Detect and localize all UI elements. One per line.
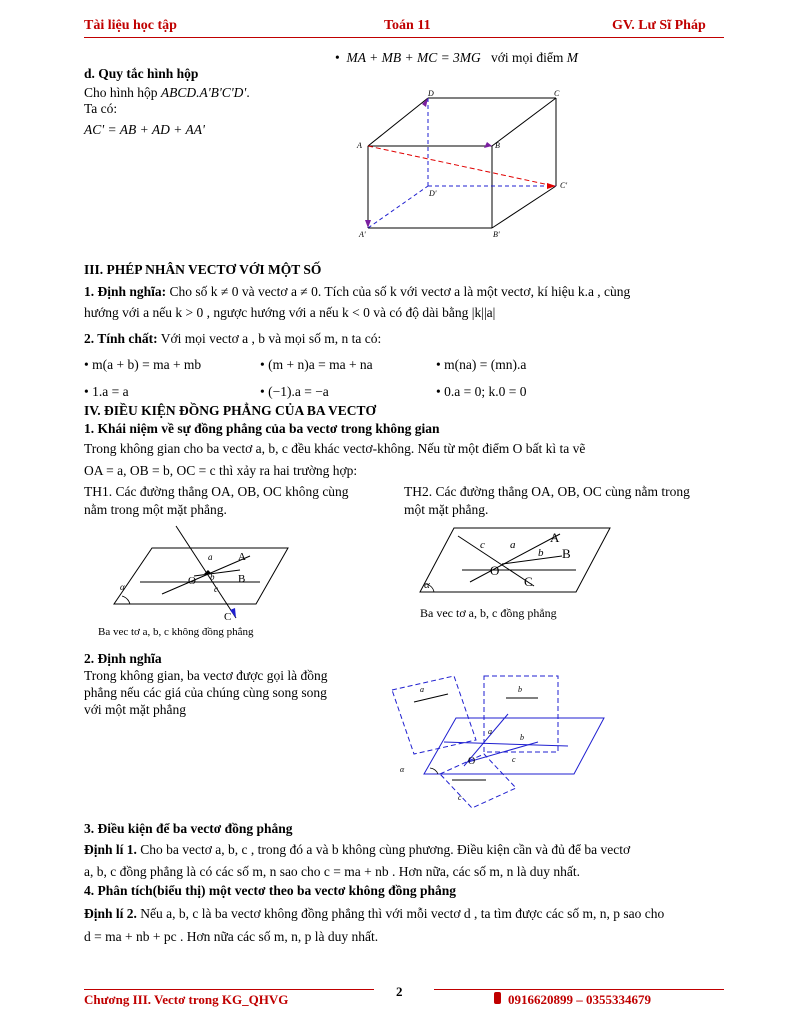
sec4-th1: TH1. Các đường thẳng OA, OB, OC không cùng bbox=[84, 484, 349, 499]
cube-label-cp: C' bbox=[560, 181, 568, 190]
fig1-label-alpha: α bbox=[120, 582, 125, 592]
header-left: Tài liệu học tập bbox=[84, 18, 177, 33]
sec4-def2: phẳng nếu các giá của chúng cùng song song bbox=[84, 685, 327, 700]
sec-d-line2: Ta có: bbox=[84, 101, 118, 116]
cube-diagram bbox=[350, 88, 580, 240]
page-number: 2 bbox=[396, 984, 403, 999]
fig2-label-a-vec: a bbox=[510, 539, 516, 551]
sec4-thm1a bbox=[84, 842, 630, 858]
sec4-def3: với một mặt phẳng bbox=[84, 702, 187, 717]
sec4-def1: Trong không gian, ba vectơ được gọi là đồng bbox=[84, 668, 328, 683]
prop-4-text: 1.a = a bbox=[92, 384, 129, 399]
fig3-label-b-mid: b bbox=[520, 733, 524, 742]
centroid-formula: MA + MB + MC = 3MG bbox=[346, 50, 481, 65]
prop-6: • 0.a = 0; k.0 = 0 bbox=[436, 384, 527, 399]
fig2-label-c: C bbox=[524, 574, 533, 589]
prop-1-text: m(a + b) = ma + mb bbox=[92, 357, 202, 372]
sec3-def2: hướng với a nếu k > 0 , ngược hướng với a nếu k < 0 và có độ dài bằng |k||a| bbox=[84, 305, 496, 320]
footer-left: Chương III. Vectơ trong KG_QHVG bbox=[84, 992, 289, 1007]
fig-noncoplanar bbox=[90, 520, 300, 624]
fig2-label-alpha: α bbox=[424, 579, 430, 591]
prop-1: • m(a + b) = ma + mb bbox=[84, 357, 202, 372]
fig1-label-a-vec: a bbox=[208, 552, 213, 562]
fig-coplanar bbox=[416, 520, 616, 598]
prop-6-text: 0.a = 0; k.0 = 0 bbox=[444, 384, 527, 399]
fig1-label-b-vec: b bbox=[210, 572, 215, 582]
fig1-label-b: B bbox=[238, 573, 246, 585]
fig2-label-o: O bbox=[490, 563, 500, 578]
box-name: ABCD.A'B'C'D' bbox=[160, 85, 247, 100]
sec-d-line1-text: Cho hình hộp bbox=[84, 85, 158, 100]
sec4-th2b: một mặt phẳng. bbox=[404, 502, 489, 517]
fig1-label-c-vec: c bbox=[214, 584, 218, 594]
sec4-thm1b: a, b, c đồng phẳng là có các số m, n sao cho c = ma + nb . Hơn nữa, các số m, n là duy nhất. bbox=[84, 864, 581, 879]
sec-d-title: d. Quy tắc hình hộp bbox=[84, 66, 199, 81]
fig3-label-b-top: b bbox=[518, 685, 522, 694]
sec3-prop-text: Với mọi vectơ a , b và mọi số m, n ta có: bbox=[160, 331, 382, 346]
centroid-point: M bbox=[566, 50, 578, 65]
sec4-th1b: nằm trong một mặt phẳng. bbox=[84, 502, 227, 517]
sec4-thm2b: d = ma + nb + pc . Hơn nữa các số m, n, p là duy nhất. bbox=[84, 929, 379, 944]
sec4-th2: TH2. Các đường thẳng OA, OB, OC cùng nằm trong bbox=[404, 484, 690, 499]
centroid-tail: với mọi điểm bbox=[490, 50, 564, 65]
caption-noncoplanar: Ba vec tơ a, b, c không đồng phẳng bbox=[98, 626, 254, 638]
cube-label-d: D bbox=[428, 89, 434, 98]
fig2-label-b-vec: b bbox=[538, 547, 544, 559]
thm1-a-text: Cho ba vectơ a, b, c , trong đó a và b không cùng phương. Điều kiện cần và đủ để ba vectơ bbox=[140, 842, 631, 857]
fig1-label-c: C bbox=[224, 611, 232, 623]
sec4-sub2: 2. Định nghĩa bbox=[84, 651, 162, 666]
phone-icon bbox=[494, 992, 501, 1004]
fig2-label-b: B bbox=[562, 546, 571, 561]
header-rule bbox=[84, 37, 724, 38]
sec3-def1 bbox=[84, 284, 630, 300]
fig1-label-a: A bbox=[238, 551, 246, 563]
sec3-def-label: 1. Định nghĩa: bbox=[84, 284, 167, 299]
prop-4: • 1.a = a bbox=[84, 384, 129, 399]
thm2-a-text: Nếu a, b, c là ba vectơ không đồng phẳng thì với mỗi vectơ d , ta tìm được các số m, n, p sao cho bbox=[140, 906, 665, 921]
header-center: Toán 11 bbox=[384, 18, 431, 33]
sec4-sub1: 1. Khái niệm về sự đồng phẳng của ba vectơ trong không gian bbox=[84, 421, 440, 436]
cube-label-c: C bbox=[554, 89, 560, 98]
fig3-label-a-top: a bbox=[420, 685, 424, 694]
fig3-label-a-mid: a bbox=[488, 727, 492, 736]
cube-label-b: B bbox=[495, 141, 500, 150]
sec4-sub3: 3. Điều kiện để ba vectơ đồng phẳng bbox=[84, 821, 293, 836]
prop-5: • (−1).a = −a bbox=[260, 384, 329, 399]
centroid-line bbox=[335, 50, 578, 66]
fig2-label-a: A bbox=[550, 530, 560, 545]
fig3-label-o: O bbox=[468, 756, 476, 767]
sec4-text1: Trong không gian cho ba vectơ a, b, c đều khác vectơ-không. Nếu từ một điểm O bất kì ta vẽ bbox=[84, 441, 586, 456]
sec-d-formula: AC' = AB + AD + AA' bbox=[84, 122, 205, 137]
thm2-label: Định lí 2. bbox=[84, 906, 137, 921]
cube-label-a: A bbox=[357, 141, 362, 150]
prop-2: • (m + n)a = ma + na bbox=[260, 357, 373, 372]
fig-coplanar-definition bbox=[388, 664, 608, 812]
prop-3: • m(na) = (mn).a bbox=[436, 357, 527, 372]
sec4-sub4: 4. Phân tích(biểu thị) một vectơ theo ba vectơ không đồng phẳng bbox=[84, 883, 456, 898]
sec4-thm2a bbox=[84, 906, 664, 922]
fig3-label-c-bot: c bbox=[458, 793, 462, 802]
footer-rule-left bbox=[84, 989, 374, 990]
fig3-label-alpha: α bbox=[400, 765, 405, 774]
sec3-title: III. PHÉP NHÂN VECTƠ VỚI MỘT SỐ bbox=[84, 262, 322, 277]
footer-right: 0916620899 – 0355334679 bbox=[508, 992, 651, 1007]
header-right: GV. Lư Sĩ Pháp bbox=[612, 18, 706, 33]
sec3-prop bbox=[84, 331, 381, 347]
prop-3-text: m(na) = (mn).a bbox=[444, 357, 527, 372]
sec3-prop-label: 2. Tính chất: bbox=[84, 331, 158, 346]
sec3-def-text1: Cho số k ≠ 0 và vectơ a ≠ 0. Tích của số k với vectơ a là một vectơ, kí hiệu k.a , cùng bbox=[169, 284, 631, 299]
prop-2-text: (m + n)a = ma + na bbox=[268, 357, 373, 372]
bullet: • bbox=[335, 50, 340, 65]
cube-label-ap: A' bbox=[359, 230, 366, 239]
fig3-label-c-mid: c bbox=[512, 755, 516, 764]
prop-5-text: (−1).a = −a bbox=[268, 384, 329, 399]
cube-label-bp: B' bbox=[493, 230, 500, 239]
footer-rule-right bbox=[434, 989, 724, 990]
caption-coplanar: Ba vec tơ a, b, c đồng phẳng bbox=[420, 606, 557, 620]
sec-d-line1: Cho hình hộp ABCD.A'B'C'D'. bbox=[84, 85, 250, 100]
fig1-label-o: O bbox=[188, 575, 196, 587]
sec4-title: IV. ĐIỀU KIỆN ĐỒNG PHẲNG CỦA BA VECTƠ bbox=[84, 403, 377, 418]
sec4-text2: OA = a, OB = b, OC = c thì xảy ra hai trường hợp: bbox=[84, 463, 358, 478]
thm1-label: Định lí 1. bbox=[84, 842, 137, 857]
fig2-label-c-vec: c bbox=[480, 539, 485, 551]
cube-label-dp: D' bbox=[429, 189, 437, 198]
